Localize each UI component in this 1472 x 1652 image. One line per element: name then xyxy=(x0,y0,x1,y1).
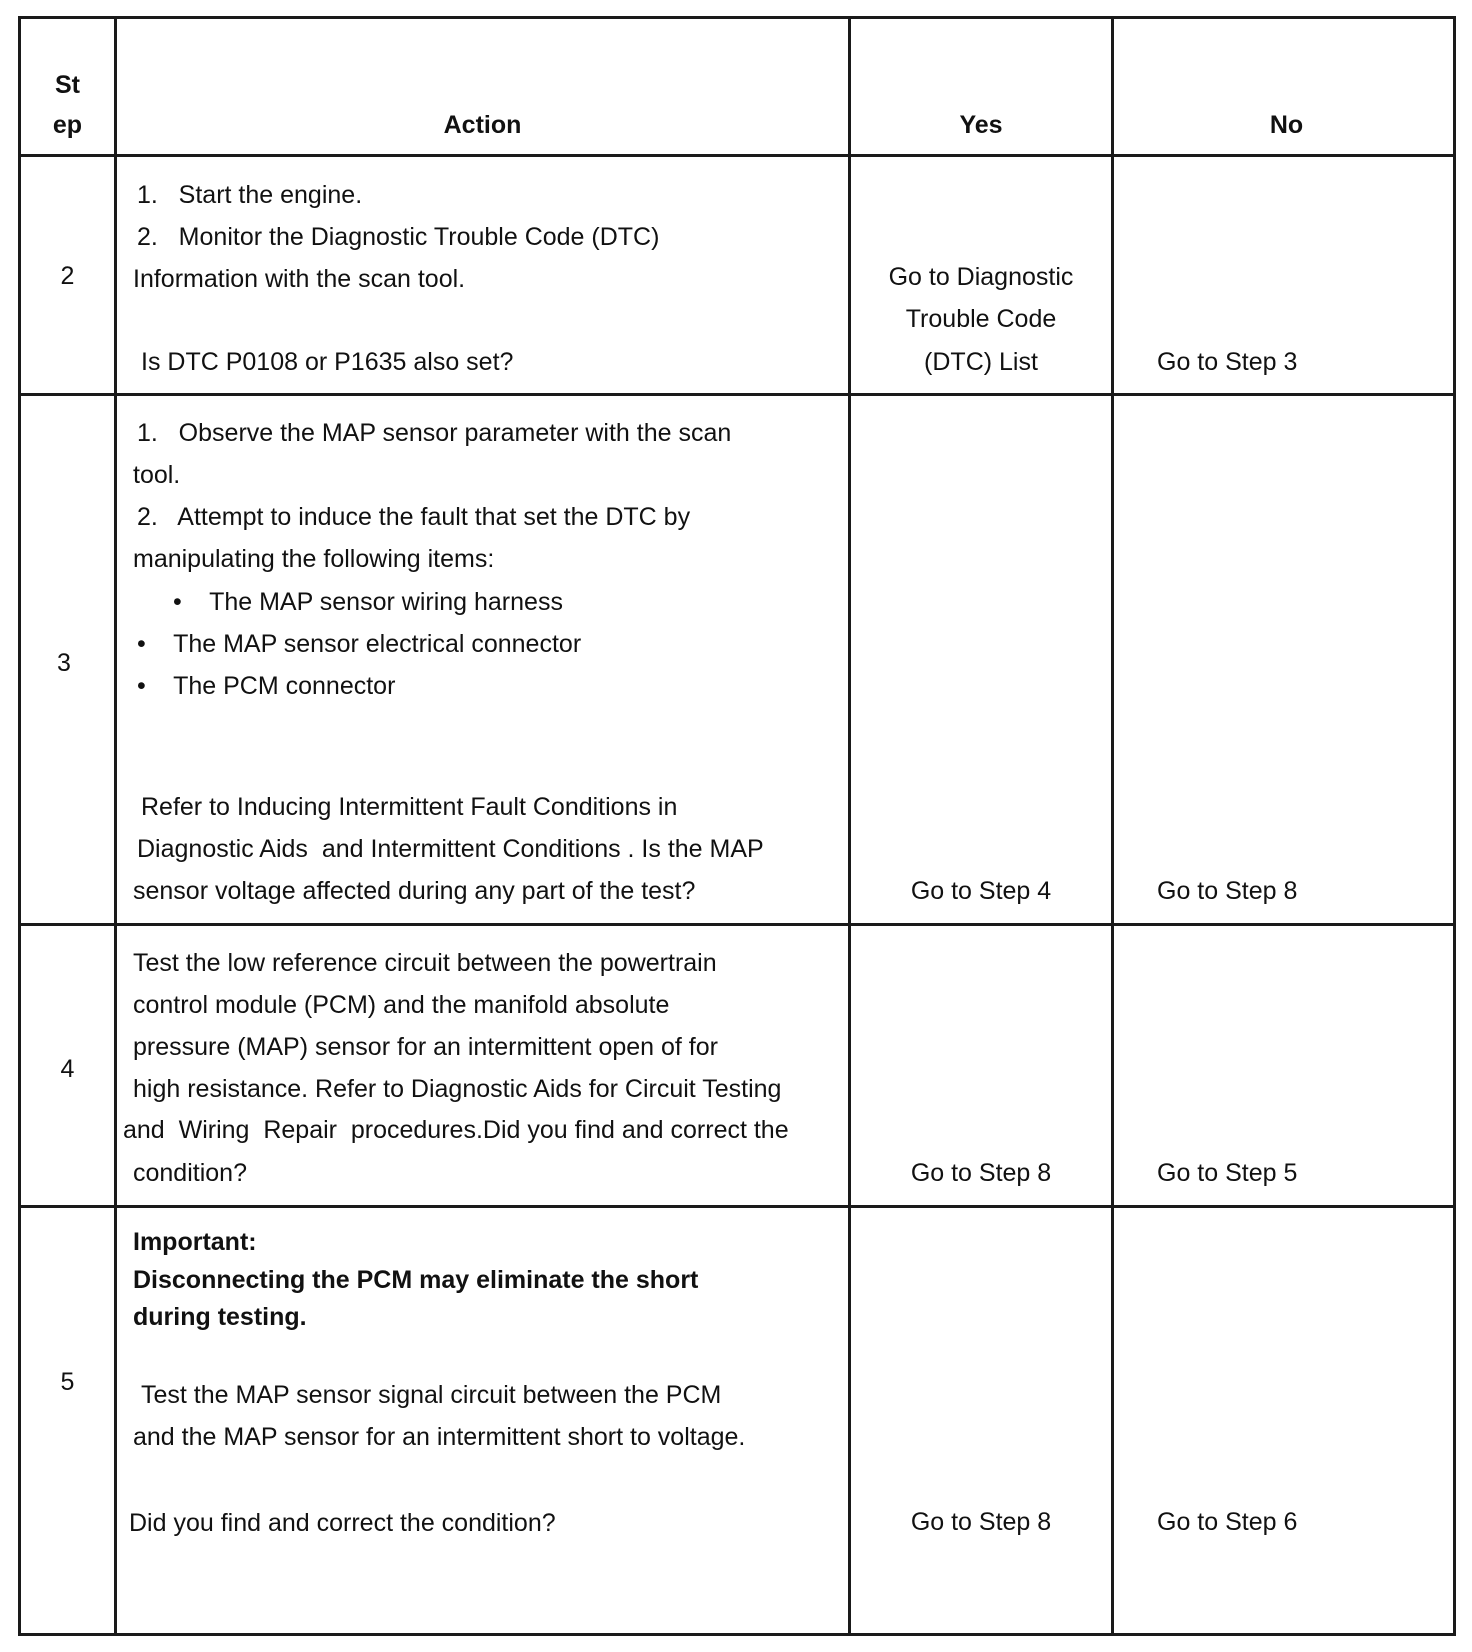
important-label: Important: xyxy=(133,1228,257,1256)
action-line: high resistance. Refer to Diagnostic Aids for Circuit Testing xyxy=(133,1075,782,1103)
action-line: 1. Observe the MAP sensor parameter with the scan xyxy=(137,419,732,447)
action-line: Refer to Inducing Intermittent Fault Conditions in xyxy=(141,793,678,821)
no-link[interactable]: Go to Step 6 xyxy=(1157,1508,1298,1536)
header-step-line2: ep xyxy=(52,111,83,139)
step-number: 5 xyxy=(60,1368,75,1396)
yes-link[interactable]: Go to Step 4 xyxy=(910,877,1052,905)
action-line: 2. Monitor the Diagnostic Trouble Code (DTC) xyxy=(137,223,660,251)
no-link[interactable]: Go to Step 8 xyxy=(1157,877,1298,905)
action-line: manipulating the following items: xyxy=(133,545,495,573)
action-bullet: • The MAP sensor electrical connector xyxy=(137,630,582,658)
action-line: control module (PCM) and the manifold absolute xyxy=(133,991,670,1019)
action-bullet: • The MAP sensor wiring harness xyxy=(173,588,563,616)
yes-link[interactable]: Trouble Code xyxy=(905,305,1057,333)
action-line: pressure (MAP) sensor for an intermittent open of for xyxy=(133,1033,718,1061)
yes-link[interactable]: Go to Step 8 xyxy=(910,1159,1052,1187)
row-divider xyxy=(21,393,1453,396)
header-yes: Yes xyxy=(959,111,1003,139)
action-question: Did you find and correct the condition? xyxy=(129,1509,556,1537)
action-line: 1. Start the engine. xyxy=(137,181,363,209)
header-step-line1: St xyxy=(55,71,80,99)
row-divider xyxy=(21,923,1453,926)
header-action: Action xyxy=(443,111,522,139)
header-no: No xyxy=(1269,111,1304,139)
no-link[interactable]: Go to Step 5 xyxy=(1157,1159,1298,1187)
action-line: tool. xyxy=(133,461,181,489)
step-number: 4 xyxy=(60,1055,75,1083)
action-question: Is DTC P0108 or P1635 also set? xyxy=(141,348,514,376)
important-note: Disconnecting the PCM may eliminate the short xyxy=(133,1266,699,1294)
action-line: Test the low reference circuit between the powertrain xyxy=(133,949,717,977)
action-line: Information with the scan tool. xyxy=(133,265,466,293)
step-number: 2 xyxy=(60,262,75,290)
action-line: 2. Attempt to induce the fault that set the DTC by xyxy=(137,503,691,531)
action-line: and Wiring Repair procedures.Did you find and correct the xyxy=(123,1116,789,1144)
yes-link[interactable]: Go to Step 8 xyxy=(910,1508,1052,1536)
important-note: during testing. xyxy=(133,1303,307,1331)
step-number: 3 xyxy=(57,649,71,677)
action-line: and the MAP sensor for an intermittent short to voltage. xyxy=(133,1423,746,1451)
diagnostic-table xyxy=(18,16,1456,1636)
column-divider xyxy=(1111,19,1114,1633)
no-link[interactable]: Go to Step 3 xyxy=(1157,348,1298,376)
action-question: sensor voltage affected during any part of the test? xyxy=(133,877,696,905)
action-line: Test the MAP sensor signal circuit between the PCM xyxy=(141,1381,722,1409)
action-question: condition? xyxy=(133,1159,247,1187)
column-divider xyxy=(114,19,117,1633)
row-divider xyxy=(21,1205,1453,1208)
action-line: Diagnostic Aids and Intermittent Conditions . Is the MAP xyxy=(137,835,764,863)
yes-link[interactable]: Go to Diagnostic xyxy=(888,263,1074,291)
header-divider xyxy=(21,154,1453,157)
action-bullet: • The PCM connector xyxy=(137,672,396,700)
yes-link[interactable]: (DTC) List xyxy=(924,348,1038,376)
